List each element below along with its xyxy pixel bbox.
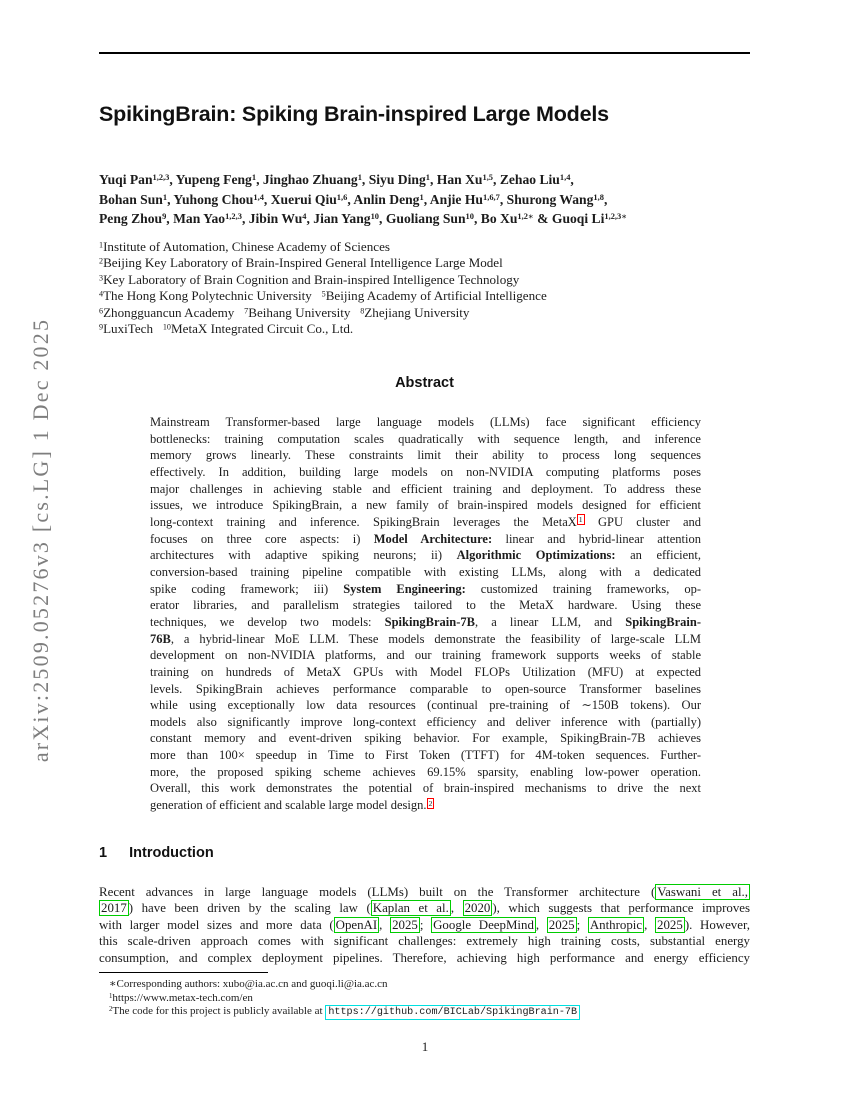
text-line <box>150 481 701 498</box>
text-run: constant memory and event-driven spiking behavior. For example, SpikingBrain-7B achieves <box>150 731 701 746</box>
text-line <box>150 764 701 781</box>
citation-link[interactable]: Anthropic <box>589 917 643 932</box>
text-run: models also significantly improve long-context efficiency and deliver inference with (partially) <box>150 714 701 729</box>
text-run: Model Architecture: <box>373 531 493 546</box>
text-run: , Yuhong Chou <box>167 191 254 207</box>
text-run: GPU cluster and <box>584 514 701 529</box>
text-run: training on hundreds of MetaX GPUs with Model FLOPs Utilization (MFU) at expected <box>150 664 701 679</box>
text-run: 1 <box>419 191 424 202</box>
citation-link[interactable]: 2017 <box>101 901 127 916</box>
text-run: spike coding framework; iii) <box>150 581 344 596</box>
text-run: long-context training and inference. SpikingBrain leverages the MetaX <box>150 514 577 529</box>
footnote-rule <box>99 972 268 973</box>
citation-link[interactable]: OpenAI <box>335 917 378 932</box>
text-run: while using exceptionally low data resources (continual pre-training of ∼150B tokens). Our <box>150 698 701 713</box>
introduction-paragraph <box>99 884 750 966</box>
text-run: 1,5 <box>482 172 494 183</box>
text-line <box>99 190 779 210</box>
text-line <box>150 714 701 731</box>
text-run: focuses on three core aspects: i) <box>150 531 374 546</box>
section-number: 1 <box>99 845 108 861</box>
text-line <box>99 950 750 966</box>
text-run: , Guoliang Sun <box>379 211 466 227</box>
text-run: System Engineering: <box>343 581 466 596</box>
text-run: 1,2∗ <box>517 211 534 222</box>
text-run: , a hybrid-linear MoE LLM. These models demonstrate the feasibility of large-scale LLM <box>170 631 701 646</box>
text-run: , Siyu Ding <box>361 172 426 187</box>
text-run: 7 <box>244 305 249 315</box>
affiliation-block <box>99 239 779 337</box>
text-run: with larger model sizes and more data ( <box>99 917 334 932</box>
text-run: , <box>570 172 574 187</box>
text-run: levels. SpikingBrain achieves performance comparable to open-source Transformer baselines <box>150 681 701 696</box>
text-run: , Han Xu <box>429 172 483 187</box>
text-run: techniques, we develop two models: <box>150 614 385 629</box>
text-run: bottlenecks: training computation scales quadratically with sequence length, and inference <box>150 431 701 446</box>
text-run: effectively. In addition, building large models on non-NVIDIA computing platforms poses <box>150 464 701 479</box>
text-run: Algorithmic Optimizations: <box>456 548 616 563</box>
text-run: erator libraries, and parallelism strategies tailored to the MetaX hardware. Using these <box>150 598 701 613</box>
text-run: 1,4 <box>253 191 264 202</box>
text-run: 4 <box>302 211 307 222</box>
text-line <box>99 917 750 933</box>
text-run: 1,6,7 <box>483 191 500 202</box>
text-run: , Shurong Wang <box>499 191 594 207</box>
text-line <box>150 564 701 581</box>
text-run: 76B <box>150 631 171 646</box>
text-run: https://www.metax-tech.com/en <box>112 991 253 1004</box>
text-run: 10 <box>370 211 380 222</box>
text-run: Beijing Key Laboratory of Brain-Inspired General Intelligence Large Model <box>103 255 503 271</box>
text-run: SpikingBrain-7B <box>384 614 475 629</box>
text-line <box>99 1005 750 1020</box>
text-run: 1 <box>357 172 362 183</box>
text-line <box>99 305 779 321</box>
text-run: ) have been driven by the scaling law ( <box>128 901 371 916</box>
text-line <box>99 321 779 337</box>
text-run: 2 <box>109 1006 113 1014</box>
text-run: architectures with adaptive spiking neurons; ii) <box>150 548 457 563</box>
text-line <box>99 900 750 916</box>
text-run: , <box>644 917 656 932</box>
text-run: , Jibin Wu <box>241 211 303 227</box>
text-run: 1 <box>162 191 168 202</box>
text-run: 1,2,3∗ <box>604 211 628 222</box>
text-run: issues, we introduce SpikingBrain, a new family of brain-inspired models designed for efficient <box>150 498 701 513</box>
text-run: ∗ <box>109 978 117 990</box>
text-run: , Jian Yang <box>306 211 371 227</box>
text-line <box>150 780 701 797</box>
text-line <box>99 272 779 288</box>
text-line <box>150 414 701 431</box>
text-line <box>150 514 701 531</box>
text-run: more, the proposed spiking scheme achieves 69.15% sparsity, enabling low-power operation. <box>150 764 701 779</box>
text-run: , Anjie Hu <box>423 191 483 207</box>
text-run: customized training frameworks, op- <box>465 581 702 596</box>
text-run: an efficient, <box>615 548 701 563</box>
text-run: 10 <box>465 211 474 222</box>
text-run: 9 <box>99 322 104 332</box>
text-run: more than 100× speedup in Time to First Token (TTFT) for 4M-token sequences. Further- <box>150 748 701 763</box>
text-run: , <box>450 901 463 916</box>
citation-link[interactable]: Vaswani et al., <box>657 885 749 899</box>
section-title: Introduction <box>129 845 214 861</box>
text-run: linear and hybrid-linear attention <box>492 531 701 546</box>
text-run: major challenges in achieving stable and efficient training and deployment. To address these <box>150 481 701 496</box>
top-rule <box>99 52 750 54</box>
text-run: 4 <box>99 289 104 299</box>
text-run: 6 <box>99 305 104 315</box>
text-run: 10 <box>162 322 171 332</box>
text-line <box>150 797 701 814</box>
text-run: 5 <box>321 289 326 299</box>
text-run: Overall, this work demonstrates the potential of brain-inspired mechanisms to drive the next <box>150 781 701 796</box>
text-run: The Hong Kong Polytechnic University <box>103 288 322 304</box>
text-run: ; <box>419 917 432 932</box>
text-run: generation of efficient and scalable large model design. <box>150 798 427 813</box>
text-run: ; <box>576 917 588 932</box>
text-run: 1 <box>99 240 104 250</box>
citation-link[interactable]: Google DeepMind <box>433 917 534 932</box>
citation-link[interactable]: 2025 <box>548 917 575 932</box>
text-run: , <box>603 191 608 207</box>
citation-link[interactable]: Kaplan et al. <box>372 901 449 916</box>
text-run: 1,2,3 <box>225 211 242 222</box>
text-run: Key Laboratory of Brain Cognition and Brain-inspired Intelligence Technology <box>103 271 520 287</box>
text-run: 2 <box>99 256 104 266</box>
text-run: MetaX Integrated Circuit Co., Ltd. <box>170 321 354 337</box>
text-line <box>150 531 701 548</box>
section-heading-introduction <box>99 845 214 861</box>
footnote-ref-link[interactable]: 1 <box>578 515 583 525</box>
text-run: Recent advances in large language models (LLMs) built on the Transformer architecture ( <box>99 885 656 899</box>
citation-link[interactable]: 2025 <box>657 917 683 932</box>
text-run: , a linear LLM, and <box>474 614 626 629</box>
text-run: , Zehao Liu <box>493 172 560 187</box>
text-run: memory grows linearly. These constraints limit their ability to process long sequences <box>150 448 701 463</box>
url-link[interactable]: https://github.com/BICLab/SpikingBrain-7B <box>325 1005 580 1020</box>
text-line <box>150 464 701 481</box>
text-line <box>150 581 701 598</box>
text-line <box>99 239 779 255</box>
text-run: 1 <box>425 172 430 183</box>
text-run: , Bo Xu <box>473 211 518 227</box>
text-run: 1,6 <box>336 191 348 202</box>
text-run: ), which suggests that performance improves <box>492 901 750 916</box>
text-run: 9 <box>162 211 167 222</box>
text-line <box>150 614 701 631</box>
text-run: Zhejiang University <box>364 304 470 320</box>
abstract-heading: Abstract <box>395 375 454 391</box>
text-run: 1,2,3 <box>152 172 170 183</box>
text-run: & Guoqi Li <box>533 211 605 227</box>
text-line <box>150 681 701 698</box>
page-number: 1 <box>421 1039 429 1054</box>
text-line <box>99 978 750 992</box>
text-line <box>99 170 779 190</box>
text-line <box>150 447 701 464</box>
text-run: Corresponding authors: xubo@ia.ac.cn and guoqi.li@ia.ac.cn <box>116 978 388 990</box>
text-run: Mainstream Transformer-based large language models (LLMs) face significant efficiency <box>150 415 701 429</box>
arxiv-stamp: arXiv:2509.05276v3 [cs.LG] 1 Dec 2025 <box>28 317 53 763</box>
text-run: Peng Zhou <box>99 211 163 227</box>
text-run: , <box>535 917 547 932</box>
citation-link[interactable]: 2020 <box>464 901 491 916</box>
text-line <box>150 597 701 614</box>
text-run: , Man Yao <box>166 211 226 227</box>
footnote-ref-link[interactable]: 2 <box>428 798 433 808</box>
text-run: , Anlin Deng <box>347 191 420 207</box>
text-run: 1 <box>109 992 113 1000</box>
text-line <box>150 497 701 514</box>
text-run: 1 <box>251 172 257 183</box>
text-line <box>150 631 701 648</box>
text-run: SpikingBrain- <box>625 614 701 629</box>
text-run: 8 <box>360 305 365 315</box>
text-run: Beihang University <box>248 304 361 320</box>
text-line <box>150 664 701 681</box>
text-line <box>150 547 701 564</box>
citation-link[interactable]: 2025 <box>392 917 418 932</box>
text-run: development on non-NVIDIA platforms, and our training framework supports weeks of stable <box>150 648 701 663</box>
text-run: , Jinghao Zhuang <box>256 172 358 187</box>
text-run: Zhongguancun Academy <box>103 304 245 320</box>
text-run: consumption, and complex deployment pipelines. Therefore, achieving high performance and energy efficiency <box>99 950 750 965</box>
text-line <box>150 730 701 747</box>
text-run: ). However, <box>684 917 750 932</box>
footnotes <box>99 978 750 1020</box>
text-run: 1,8 <box>593 191 604 202</box>
author-block <box>99 170 779 229</box>
text-run: 1,4 <box>559 172 571 183</box>
text-line <box>150 747 701 764</box>
text-run: Bohan Sun <box>99 191 163 207</box>
text-line <box>150 697 701 714</box>
text-line <box>99 288 779 304</box>
text-run: The code for this project is publicly available at <box>112 1005 326 1018</box>
text-line <box>150 647 701 664</box>
text-line <box>99 209 779 229</box>
text-run: 3 <box>99 273 104 283</box>
text-line <box>99 884 750 900</box>
paper-title: SpikingBrain: Spiking Brain-inspired Large Models <box>99 102 609 126</box>
text-line <box>99 992 750 1006</box>
text-run: , <box>379 917 391 932</box>
text-line <box>99 255 779 271</box>
text-run: LuxiTech <box>103 321 163 337</box>
text-run: Beijing Academy of Artificial Intelligence <box>325 288 547 304</box>
abstract-body <box>150 414 701 814</box>
text-run: Yuqi Pan <box>99 172 153 187</box>
text-run: , Yupeng Feng <box>169 172 252 187</box>
text-run: , Xuerui Qiu <box>263 191 337 207</box>
text-line <box>150 431 701 448</box>
text-run: this scale-driven approach comes with significant challenges: extremely high training costs, substantial energy <box>99 934 750 949</box>
text-line <box>99 933 750 949</box>
text-run: conversion-based training pipeline compatible with existing LLMs, along with a dedicated <box>150 564 701 579</box>
text-run: Institute of Automation, Chinese Academy of Sciences <box>103 239 390 254</box>
